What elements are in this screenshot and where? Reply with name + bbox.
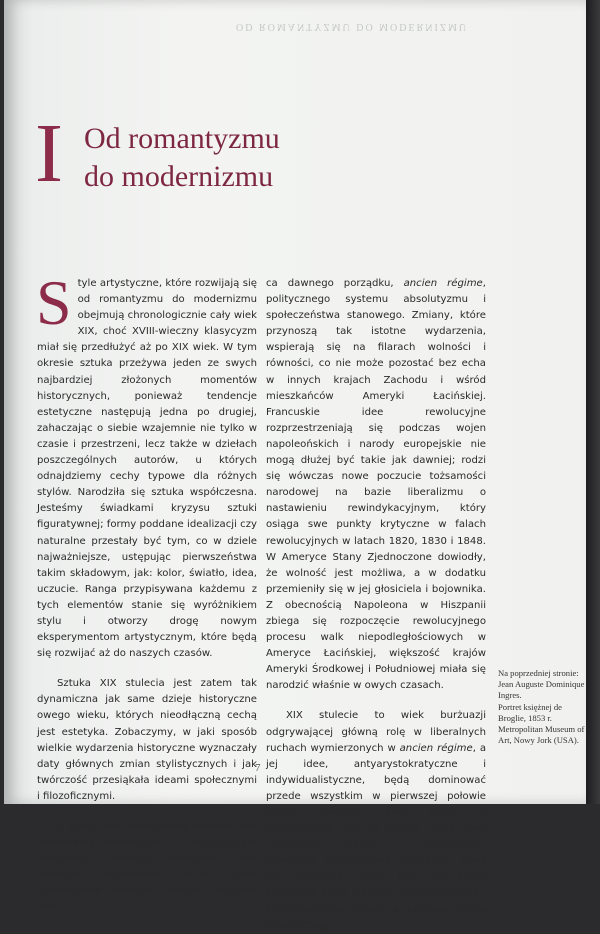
chapter-numeral: I: [35, 107, 63, 200]
italic-term: ancien régime: [399, 742, 473, 754]
paragraph: [266, 708, 486, 933]
text-column-middle: [266, 276, 486, 934]
text-column-left: [36, 267, 257, 916]
background-edge: [586, 0, 600, 804]
paragraph-text: tyle artystyczne, które rozwijają się od romantyzmu do modernizmu obejmują chronologicznie cały wiek XIX, choć XVIII-wieczny klasycyzm miał się przedłużyć aż po XIX wiek. W tym okresie sztuka przeżywa jeden ze swych najbardziej złożonych momentów historycznych, ponieważ tendencje estetyczne następują jedna po drugiej, zahaczając o siebie wzajemnie nie tylko w czasie i przestrzeni, lecz także w dziełach poszczególnych autorów, u których odnajdziemy cechy typowe dla różnych stylów. Narodziła się sztuka współczesna. Jesteśmy świadkami kryzysu sztuki figuratywnej; formy poddane idealizacji czy naturalne przestały być tym, co w dziele najważniejsze, ustępując pierwszeństwa takim składowym, jak: kolor, światło, idea, uczucie. Ranga przypisywana każdemu z tych elementów stanie się wyróżnikiem stylu i otworzy drogę nowym eksperymentom artystycznym, które będą się rozwijać aż do naszych czasów.: [37, 278, 257, 660]
caption-line: Na poprzedniej stronie:: [498, 668, 579, 678]
paragraph: U końca XVIII wieku miały miejsce dwa wydarzenia historyczne o decydującym znaczeniu: rewolucja francuska oraz zdobycie niezależności przez Stany Zjednoczone Ameryki. Nastąpił początek koń-: [37, 821, 257, 913]
paragraph-text: ca dawnego porządku,: [266, 278, 404, 289]
page-number: 7: [255, 762, 261, 774]
caption-line: Jean Auguste Dominique Ingres.: [498, 679, 585, 701]
chapter-title-line-1: Od romantyzmu: [84, 122, 280, 155]
italic-term: ancien régime: [403, 278, 483, 289]
book-page: [4, 0, 586, 931]
paragraph: Sztuka XIX stulecia jest zatem tak dynamiczna jak same dzieje historyczne owego wieku, których nieodłączną cechą jest estetyka. Zobaczymy, w jaki sposób wielkie wydarzenia historyczne wyznaczały daty głównych zmian stylistycznych i jak twórczość przesiąkała ideami społecznymi i filozoficznymi.: [37, 678, 257, 802]
chapter-title-line-2: do modernizmu: [84, 160, 274, 193]
chapter-title: [84, 120, 280, 196]
paragraph-text: , politycznego systemu absolutyzmu i społeczeństwa stanowego. Zmiany, które przynoszą tak istotne wydarzenia, wspierają się na filarach wolności i równości, co nie może pozostać bez echa w innych krajach Zachodu i wśród mieszkańców Ameryki Łacińskiej. Francuskie idee rewolucyjne rozprzestrzeniają się podczas wojen napoleońskich i narody europejskie nie mogą dłużej być takie jak dawniej; rodzi się wówczas nowe poczucie tożsamości narodowej na bazie liberalizmu o nastawieniu rewindykacyjnym, który osiąga swe punkty krytyczne w falach rewolucyjnych w latach 1820, 1830 i 1848. W Ameryce Stany Zjednoczone dowiodły, że wolność jest możliwa, a w dodatku przemieniły się w jej głosiciela i bojownika. Z obecnością Napoleona w Hiszpanii zbiega się rozpoczęcie rewolucyjnego procesu walk niepodległościowych w Ameryce Łacińskiej, większość krajów Ameryki Środkowej i Południowej miała się narodzić właśnie w owych czasach.: [266, 278, 486, 692]
caption-line: Portret księżnej de Broglie, 1853 r.: [498, 701, 562, 723]
caption-line: Metropolitan Museum of Art, Nowy Jork (USA).: [498, 724, 585, 746]
paragraph: [36, 267, 257, 662]
paragraph-text: XIX stulecie to wiek burżuazji odgrywającej główną rolę w liberalnych ruchach wymierzonych w: [266, 710, 486, 754]
image-caption: [498, 668, 590, 746]
paragraph: [266, 276, 486, 694]
running-head-bleed-through: OD ROMANTYZMU DO MODERNIZMU: [236, 21, 469, 32]
drop-cap: S: [36, 267, 72, 338]
paragraph-text: , a jej idee, antyarystokratyczne i indywidualistyczne, będą dominować przede wszystkim w pierwszej połowie wieku, znajdując swój wyraz w romantyzmie. Jest to jednak także wiek „czwartego stanu” – proletariatu. Rewolucja przemysłowa przyniesie nowy typ robotnika, który krok po kroku przyswaja sobie wartości demokratyczne i solidarnościowe leżące u podstaw ruchu robotniczego.: [266, 742, 487, 931]
